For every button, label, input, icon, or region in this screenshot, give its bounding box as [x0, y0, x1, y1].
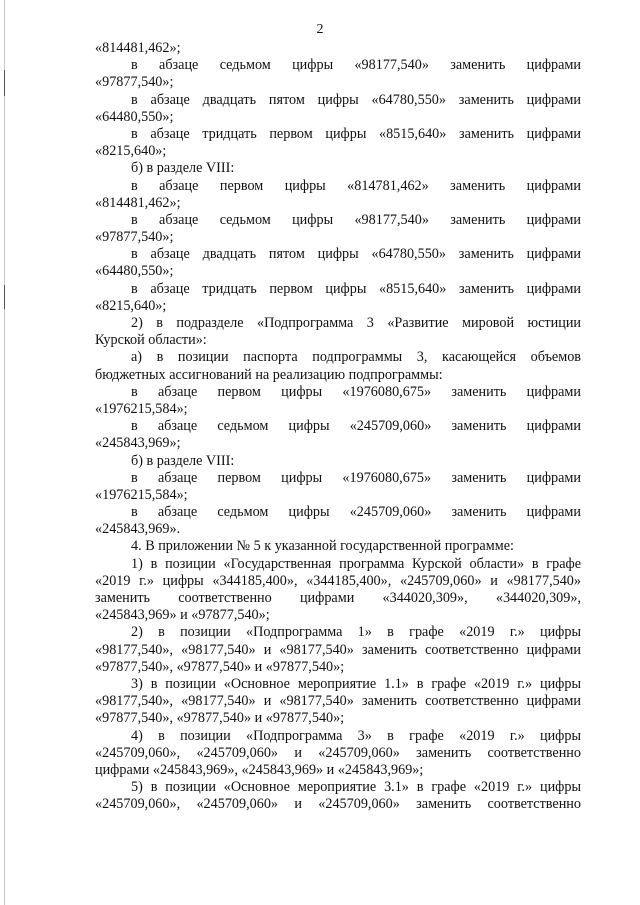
scan-edge-line: [4, 0, 5, 905]
text-line: цифрами «245843,969», «245843,969» и «245843,969»;: [95, 761, 424, 778]
text-line: в абзаце первом цифры «814781,462» заменить цифрами: [131, 177, 581, 194]
text-line: «97877,540»;: [95, 229, 174, 246]
text-line: заменить соответственно цифрами «344020,309», «344020,309»,: [95, 590, 581, 606]
text-line: «8215,640»;: [95, 297, 167, 314]
text-line: «814481,462»;: [95, 40, 181, 56]
text-line: «97877,540», «97877,540» и «97877,540»;: [95, 710, 345, 727]
text-line: в абзаце седьмом цифры «98177,540» заменить цифрами: [131, 211, 581, 228]
scan-margin-mark: [4, 70, 5, 96]
text-line: «245709,060», «245709,060» и «245709,060» заменить соответственно: [95, 744, 581, 761]
text-line: 1) в позиции «Государственная программа Курской области» в графе: [131, 555, 581, 572]
text-line: 5) в позиции «Основное мероприятие 3.1» в графе «2019 г.» цифры: [131, 779, 581, 796]
text-line: в абзаце седьмом цифры «245709,060» заменить цифрами: [131, 504, 581, 521]
text-line: 2) в позиции «Подпрограмма 1» в графе «2019 г.» цифры: [131, 624, 581, 641]
page-number: 2: [316, 22, 324, 37]
text-line: 2) в подразделе «Подпрограмма 3 «Развитие мировой юстиции: [131, 315, 581, 331]
text-line: в абзаце двадцать пятом цифры «64780,550» заменить цифрами: [131, 246, 581, 263]
text-line: 3) в позиции «Основное мероприятие 1.1» в графе «2019 г.» цифры: [131, 675, 581, 692]
text-line: «814481,462»;: [95, 194, 181, 211]
text-line: Курской области»:: [95, 332, 207, 349]
text-line: в абзаце седьмом цифры «98177,540» заменить цифрами: [131, 57, 581, 74]
text-line: «245843,969».: [95, 521, 181, 538]
text-line: «97877,540», «97877,540» и «97877,540»;: [95, 658, 345, 675]
text-line: бюджетных ассигнований на реализацию подпрограммы:: [95, 366, 443, 383]
text-line: б) в разделе VIII:: [131, 452, 235, 469]
text-line: «64480,550»;: [95, 108, 174, 125]
text-line: «97877,540»;: [95, 74, 174, 91]
text-line: «2019 г.» цифры «344185,400», «344185,400», «245709,060» и «98177,540»: [95, 572, 581, 589]
text-line: «1976215,584»;: [95, 486, 188, 503]
text-line: в абзаце седьмом цифры «245709,060» заменить цифрами: [131, 418, 581, 435]
text-line: в абзаце тридцать первом цифры «8515,640» заменить цифрами: [131, 280, 581, 297]
text-line: «8215,640»;: [95, 143, 167, 160]
text-line: «1976215,584»;: [95, 400, 188, 417]
text-line: «245843,969» и «97877,540»;: [95, 607, 270, 624]
text-line: а) в позиции паспорта подпрограммы 3, касающейся объемов: [131, 349, 581, 366]
text-line: 4. В приложении № 5 к указанной государственной программе:: [131, 538, 514, 555]
scan-margin-mark: [4, 285, 5, 309]
text-line: «98177,540», «98177,540» и «98177,540» заменить соответственно цифрами: [95, 693, 581, 710]
document-body: [95, 40, 581, 813]
text-line: б) в разделе VIII:: [131, 160, 235, 177]
text-line: в абзаце тридцать первом цифры «8515,640» заменить цифрами: [131, 125, 581, 142]
text-line: 4) в позиции «Подпрограмма 3» в графе «2019 г.» цифры: [131, 727, 581, 744]
text-line: в абзаце первом цифры «1976080,675» заменить цифрами: [131, 469, 581, 486]
text-line: в абзаце двадцать пятом цифры «64780,550» заменить цифрами: [131, 91, 581, 108]
text-line: «245709,060», «245709,060» и «245709,060» заменить соответственно: [95, 796, 581, 813]
text-line: в абзаце первом цифры «1976080,675» заменить цифрами: [131, 383, 581, 400]
text-line: «98177,540», «98177,540» и «98177,540» заменить соответственно цифрами: [95, 641, 581, 658]
text-line: «245843,969»;: [95, 435, 181, 452]
text-line: «64480,550»;: [95, 263, 174, 280]
